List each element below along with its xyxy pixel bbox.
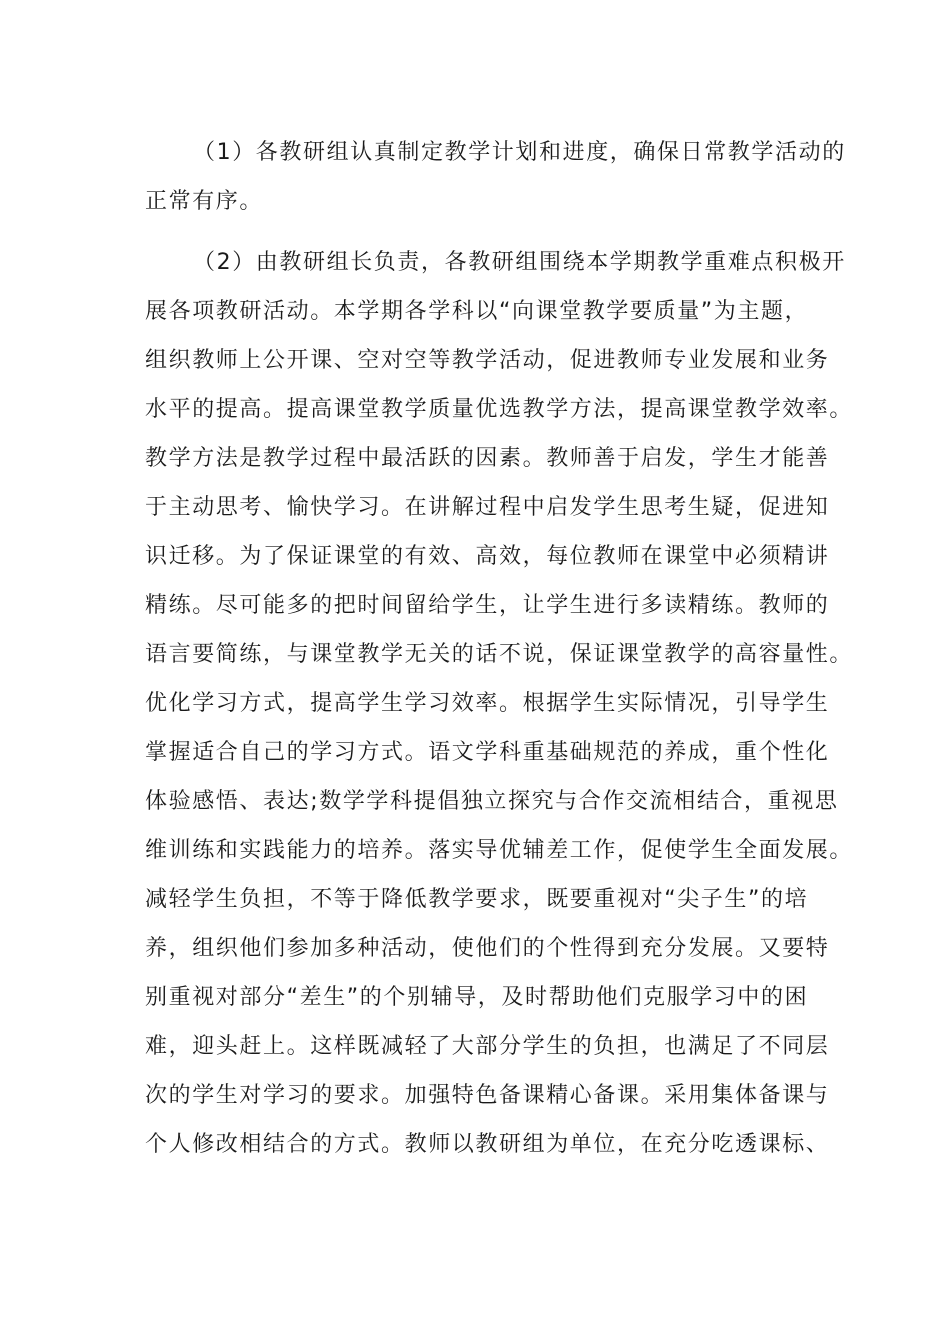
paragraph-line: 养，组织他们参加多种活动，使他们的个性得到充分发展。又要特	[145, 936, 830, 961]
paragraph-line: 展各项教研活动。本学期各学科以“向课堂教学要质量”为主题，	[145, 299, 809, 324]
paragraph-line: 正常有序。	[145, 189, 264, 214]
paragraph-line: （1）各教研组认真制定教学计划和进度，确保日常教学活动的	[193, 140, 846, 165]
paragraph-line: 个人修改相结合的方式。教师以教研组为单位，在充分吃透课标、	[145, 1132, 830, 1157]
paragraph-line: 水平的提高。提高课堂教学质量优选教学方法，提高课堂教学效率。	[145, 397, 854, 422]
paragraph-line: 体验感悟、表达;数学学科提倡独立探究与合作交流相结合，重视思	[145, 789, 839, 814]
paragraph-line: 教学方法是教学过程中最活跃的因素。教师善于启发，学生才能善	[145, 446, 830, 471]
paragraph-line: 组织教师上公开课、空对空等教学活动，促进教师专业发展和业务	[145, 348, 830, 373]
paragraph-line: 掌握适合自己的学习方式。语文学科重基础规范的养成，重个性化	[145, 740, 830, 765]
paragraph-line: 优化学习方式，提高学生学习效率。根据学生实际情况，引导学生	[145, 691, 830, 716]
paragraph-line: 识迁移。为了保证课堂的有效、高效，每位教师在课堂中必须精讲	[145, 544, 830, 569]
paragraph-line: 减轻学生负担，不等于降低教学要求，既要重视对“尖子生”的培	[145, 887, 809, 912]
paragraph-line: 别重视对部分“差生”的个别辅导，及时帮助他们克服学习中的困	[145, 985, 809, 1010]
paragraph-line: 难，迎头赶上。这样既减轻了大部分学生的负担，也满足了不同层	[145, 1034, 830, 1059]
paragraph-line: 次的学生对学习的要求。加强特色备课精心备课。采用集体备课与	[145, 1083, 830, 1108]
paragraph-line: （2）由教研组长负责，各教研组围绕本学期教学重难点积极开	[193, 250, 846, 275]
paragraph-line: 精练。尽可能多的把时间留给学生，让学生进行多读精练。教师的	[145, 593, 830, 618]
paragraph-line: 于主动思考、愉快学习。在讲解过程中启发学生思考生疑，促进知	[145, 495, 830, 520]
paragraph-line: 维训练和实践能力的培养。落实导优辅差工作，促使学生全面发展。	[145, 838, 854, 863]
paragraph-line: 语言要简练，与课堂教学无关的话不说，保证课堂教学的高容量性。	[145, 642, 854, 667]
